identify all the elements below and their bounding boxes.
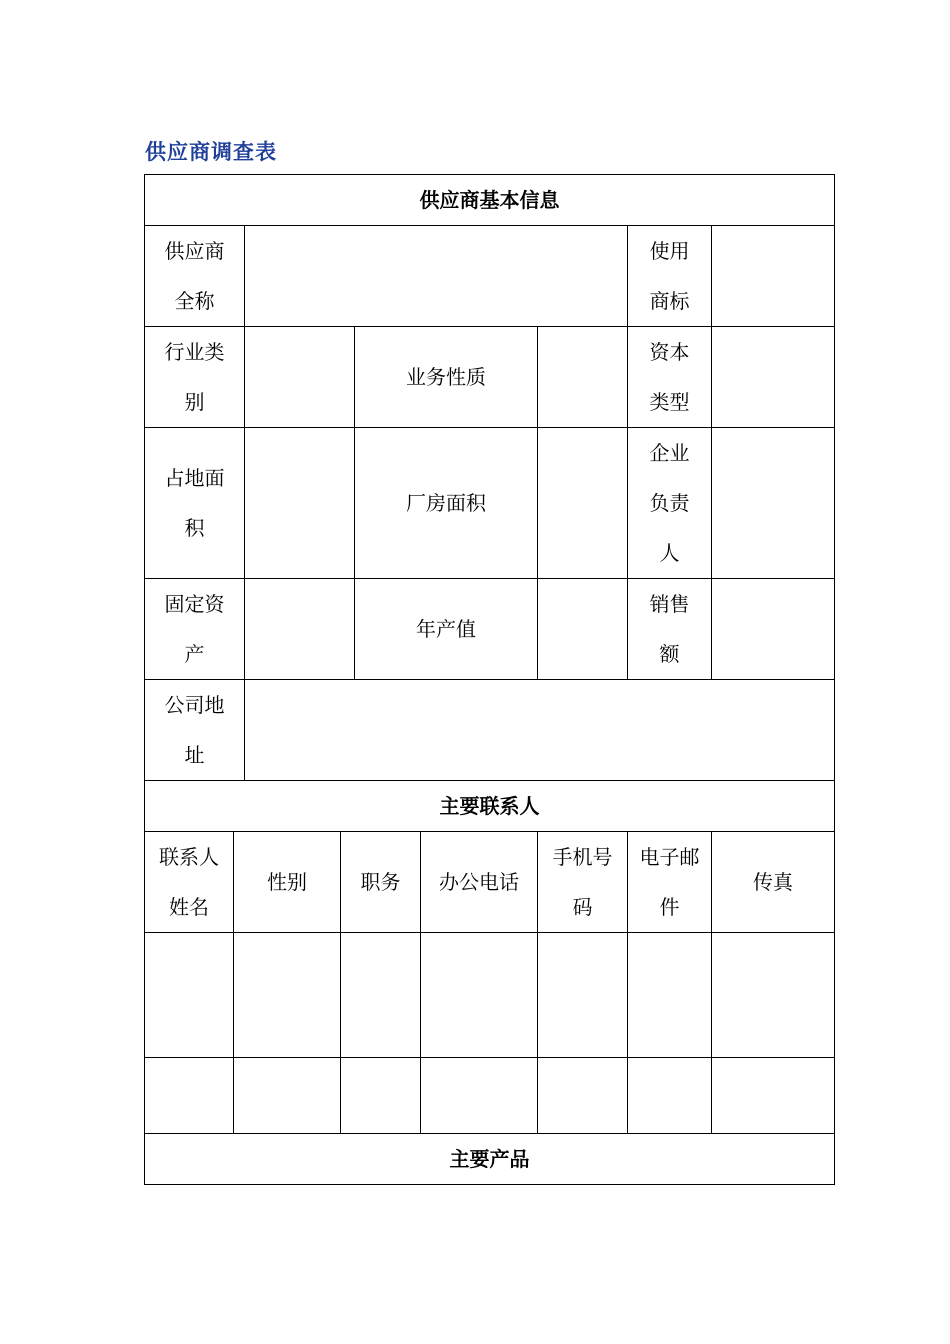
label-business-nature: 业务性质 [355,327,538,428]
label-person-in-charge: 企业负责人 [628,428,712,579]
section-basic-info: 供应商基本信息 [145,175,835,226]
cell-gender[interactable] [234,1058,341,1134]
field-industry[interactable] [245,327,355,428]
cell-email[interactable] [628,933,712,1058]
label-fixed-assets: 固定资产 [145,579,245,680]
field-annual-output[interactable] [538,579,628,680]
cell-office-phone[interactable] [421,933,538,1058]
field-full-name[interactable] [245,226,628,327]
field-plant-area[interactable] [538,428,628,579]
section-main-products: 主要产品 [145,1134,835,1185]
cell-fax[interactable] [712,1058,835,1134]
header-email: 电子邮件 [628,832,712,933]
field-business-nature[interactable] [538,327,628,428]
header-gender: 性别 [234,832,341,933]
cell-mobile[interactable] [538,933,628,1058]
table-row [145,933,835,1058]
page-title: 供应商调查表 [145,140,277,164]
label-full-name: 供应商全称 [145,226,245,327]
table-row [145,1058,835,1134]
label-address: 公司地址 [145,680,245,781]
header-contact-name: 联系人姓名 [145,832,234,933]
header-position: 职务 [341,832,421,933]
cell-gender[interactable] [234,933,341,1058]
cell-office-phone[interactable] [421,1058,538,1134]
cell-contact-name[interactable] [145,1058,234,1134]
header-fax: 传真 [712,832,835,933]
label-plant-area: 厂房面积 [355,428,538,579]
supplier-survey-table [144,174,835,1185]
cell-position[interactable] [341,1058,421,1134]
cell-contact-name[interactable] [145,933,234,1058]
field-land-area[interactable] [245,428,355,579]
field-address[interactable] [245,680,835,781]
field-capital-type[interactable] [712,327,835,428]
label-annual-output: 年产值 [355,579,538,680]
label-industry: 行业类别 [145,327,245,428]
field-brand[interactable] [712,226,835,327]
field-fixed-assets[interactable] [245,579,355,680]
label-capital-type: 资本类型 [628,327,712,428]
header-mobile: 手机号码 [538,832,628,933]
field-person-in-charge[interactable] [712,428,835,579]
cell-email[interactable] [628,1058,712,1134]
label-land-area: 占地面积 [145,428,245,579]
label-brand: 使用商标 [628,226,712,327]
section-main-contacts: 主要联系人 [145,781,835,832]
cell-mobile[interactable] [538,1058,628,1134]
cell-fax[interactable] [712,933,835,1058]
cell-position[interactable] [341,933,421,1058]
header-office-phone: 办公电话 [421,832,538,933]
field-sales[interactable] [712,579,835,680]
label-sales: 销售额 [628,579,712,680]
